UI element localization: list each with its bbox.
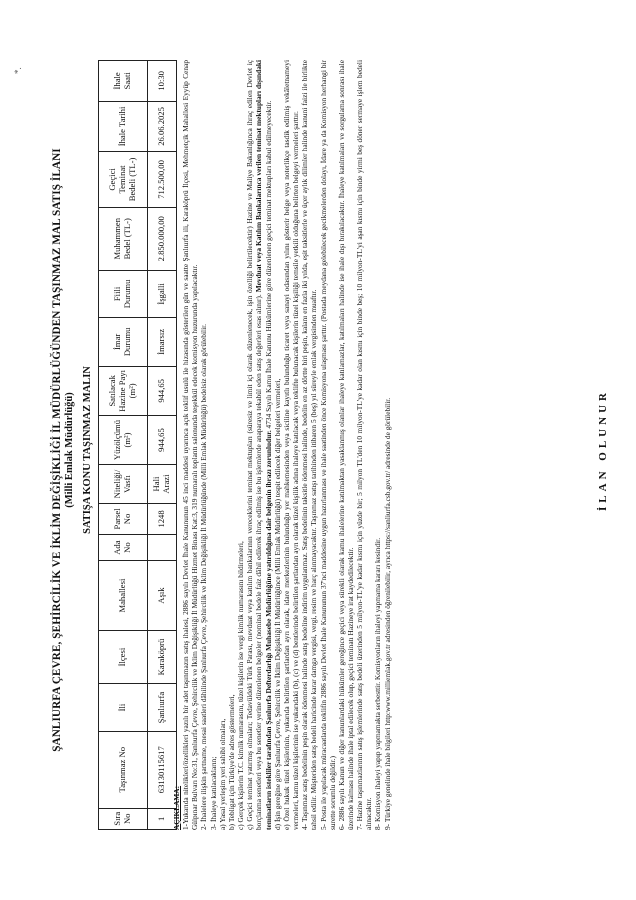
table-cell: 10:30 — [148, 61, 177, 102]
column-header: Taşınmaz No — [99, 731, 148, 808]
column-header: Sıra No — [99, 808, 148, 829]
note-2: 2- İhalelere ilişkin şartname, mesai saatleri dâhilinde Şanlıurfa Çevre, Şehircilik ve İklim Değişikliği İl Müdürlüğünde (Milli Emlak Müdürlüğü) bedelsiz olarak görülebilir. — [199, 324, 209, 830]
note-3c2-tail: 4734 Sayılı Kamu İhale Kanunu Hükümlerine göre düzenlenen geçici teminat mektupları kabul edilmeyecektir. — [263, 100, 273, 429]
column-header: Fiili Durumu — [99, 270, 148, 317]
table-cell: 1 — [148, 808, 177, 829]
table-cell: Karaköprü — [148, 630, 177, 683]
column-header: Niteliği/ Vasfı — [99, 465, 148, 504]
explanation-section — [172, 60, 392, 830]
note-3d: d) İşin gereğine göre Şanlıurfa Çevre, Şehircilik ve İklim Değişikliği İl Müdürlüğünce (Milli Emlak Müdürlüğü) tespit edilecek diğer belgeleri vermeleri, — [272, 378, 282, 830]
note-3c: c) Gerçek kişilerin T.C. kimlik numarasını, tüzel kişilerin ise vergi kimlik numarasını bildirmeleri, — [236, 541, 246, 830]
note-3c2-text: ç) Geçici teminat yatırmış olmaları; Tedavüldeki Türk Parası, mevduat veya katılım bankalarının vereceklerini teminat mektupları (süresiz ve limit içi olarak düzenlenecek, işin özelliği belirtilecektir) Hazine ve Maliye Bakanlığınca ihraç edilen Devlet iç borçlanma senetleri veya bu senetler yerine düzenlenen belgeler (nominal bedele faiz dâhil edilerek ihraç edilmiş ise bu işlemlerde anaparaya tekabül eden satış değerleri esas alınır). — [245, 60, 264, 830]
property-table — [98, 60, 177, 830]
note-7: 7- Hazine taşınmazlarının satış işlemlerinde satış bedeli üzerinden 5 milyon-TL'ye kadar kısmı için yüzde bir; 5 milyon TL'den 10 milyon-TL'ye kadar olan kısmı için binde beş; 10 milyon-TL'yi aşan kısmı için binde yirmi beş döner sermaye işlem bedeli alınacaktır. — [355, 60, 374, 830]
page-title: ŞANLIURFA ÇEVRE, ŞEHİRCİLİK VE İKLİM DEĞİŞİKLİĞİ İL MÜDÜRLÜĞÜNDEN TAŞINMAZ MAL SATIŞ İLANI — [51, 148, 63, 752]
note-8: 8- Komisyon ihaleyi yapıp yapmamakta serbesttir. Komisyonların ihaleyi yapmama kararı kesindir. — [373, 537, 383, 830]
table-header-row — [99, 61, 148, 830]
table-cell: Hali Arazi — [148, 465, 177, 504]
corner-mark: *. — [13, 67, 23, 74]
table-cell: 1248 — [148, 503, 177, 534]
note-3b: b) Tebligat için Türkiye'de adres göstermeleri, — [226, 694, 236, 830]
column-header: İli — [99, 684, 148, 732]
table-cell: Şanlıurfa — [148, 684, 177, 732]
closing-text: İLAN OLUNUR — [597, 389, 609, 511]
table-cell: 63130115617 — [148, 731, 177, 808]
note-9: 9- Türkiye genelinde ihale bilgileri http:www.milliemlak.gov.tr adresinden öğrenilebilir, ayrıca https://sanliurfa.csb.gov.tr/ adresinde de görülebilir. — [382, 397, 392, 830]
table-cell: 944,65 — [148, 366, 177, 415]
page-subtitle: (Milli Emlak Müdürlüğü) — [64, 392, 75, 508]
column-header: Parsel No — [99, 503, 148, 534]
column-header: Yüzölçümü (m²) — [99, 415, 148, 464]
column-header: Ada No — [99, 534, 148, 560]
column-header: İmar Durumu — [99, 317, 148, 366]
table-cell: 2.850.000,00 — [148, 207, 177, 270]
table-cell: 944,65 — [148, 415, 177, 464]
note-6: 6- 2886 sayılı Kanun ve diğer kanunlardaki hükümler gereğince geçici veya sürekli olarak kamu ihalelerine katılmaktan yasaklanmış olanlar ihaleye katılamazlar, katılmaları halinde ise ihale dışı bırakılacaktır. İhaleye katılmaları ve sorgulama sonrası ihale üzerinde kalması halinde ihale iptal edilecek olup, geçici teminatı Hazineye irat kaydedilecektir. — [336, 60, 355, 830]
note-3a: a) Yasal yerleşim yeri sahibi olmaları, — [217, 718, 227, 830]
note-1: 1-Yukarıda nitelikleri/özellikleri yazılı bir adet taşınmazın satış ihalesi, 2886 sayılı Devlet İhale Kanununun 45 inci maddesi uyarınca açık teklif usulü ile hizasında gösterilen gün ve saatte Şanlıurfa ili, Karaköprü İlçesi, Mehmetçik Mahallesi Eyyüp Cenap Gülpınar Bulvarı No:31, Şanlıurfa Çevre, Şehircilik ve İklim Değişikliği İl Müdürlüğü Hizmet Binası Kat:3, 319 numaralı toplantı salonunda teşekkül edecek komisyon huzurunda yapılacaktır. — [181, 60, 200, 830]
column-header: İhale Saati — [99, 61, 148, 102]
note-5: 5- Posta ile yapılacak müracaatlarda teklifin 2886 sayılı Devlet İhale Kanununun 37'nci maddesine uygun hazırlanması ve ihale saatinden önce Komisyona ulaşması şarttır. (Postada meydana gelebilecek gecikmelerden dolayı, İdare ya da Komisyon herhangi bir surette sorumlu değildir.) — [318, 60, 337, 830]
column-header: Geçici Teminat Bedeli (TL-) — [99, 152, 148, 207]
column-header: Mahallesi — [99, 561, 148, 630]
column-header: Satılacak Hazine Payı (m²) — [99, 366, 148, 415]
table-cell: 26.06.2025 — [148, 101, 177, 152]
note-4: 4- Taşınmaz satış bedelinin peşin olarak ödenmesi halinde satış bedeline indirim uygulanmaz. Satış bedelinin taksitle ödenmesi halinde, bedelin en az dörtte biri peşin, kalanı en fazla iki yılda, eşit taksitlerle ve üçer aylık dilimler halinde kanuni faizi ile birlikte tahsil edilir. Müşteriden satış bedeli haricinde karar damga vergisi, vergi, resim ve harç alınmayacaktır. Taşınmaz satışı tarihinden itibaren 5 (beş) yıl süreyle emlak vergisinden muaftır. — [300, 60, 319, 830]
column-header: Muhammen Bedel (TL-) — [99, 207, 148, 270]
note-3e: e) Özel hukuk tüzel kişilerinin, yukarıda belirtilen şartlardan ayrı olarak, idare merkezlerinin bulunduğu yer mahkemesinden veya siciline kayıtlı bulunduğu ticaret veya sanayi odasından yılını gösterir belge veya noterlikçe tasdik edilmiş vekâletnameyi vermeleri, kamu tüzel kişilerinin ise yukarıdaki (b), (c) ve (d) bentlerinde belirtilen şartlardan ayrı olarak tüzel kişilik adına ihaleye katılacak veya teklifte bulunacak kişilerin tüzel kişiliği temsile yetkili olduğuna belirten belgeyi vermeleri şarttır. — [281, 60, 301, 830]
note-3: 3- İhaleye katılacakların; — [208, 756, 218, 830]
explanation-heading: AÇIKLAMA: — [172, 785, 181, 830]
table-cell: 712.500,00 — [148, 152, 177, 207]
section-title: SATIŞA KONU TAŞINMAZ MALIN — [82, 366, 93, 534]
column-header: İlçesi — [99, 630, 148, 683]
table-cell: İmarsız — [148, 317, 177, 366]
table-cell: İşgalli — [148, 270, 177, 317]
table-cell: Aşık — [148, 561, 177, 630]
note-3c2-bold: Mevduat veya Katılım Bankalarınca verilen teminat mektupları dışındaki teminatların istekliler tarafından Şanlıurfa Defterdarlığı Muhasebe Müdürlüğüne yatırıldığına dair belgenin ibrazı zorunludur. — [254, 60, 273, 830]
column-header: İhale Tarihi — [99, 101, 148, 152]
note-3c2 — [245, 60, 272, 830]
